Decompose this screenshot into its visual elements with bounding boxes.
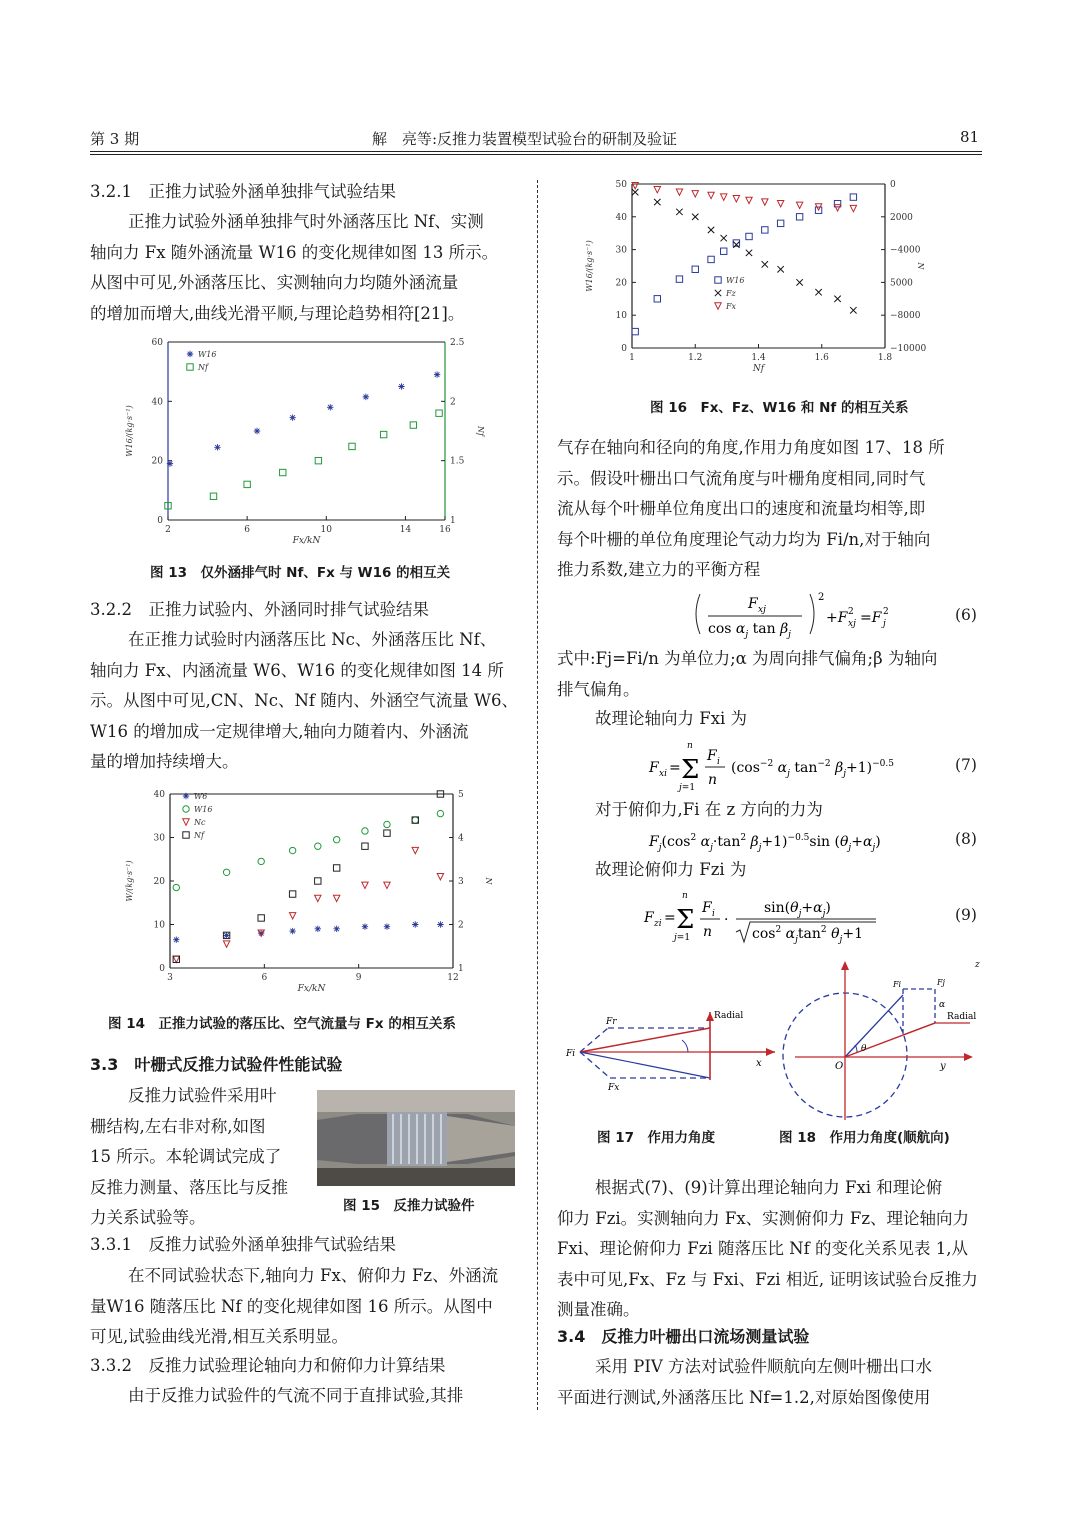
text-line: 可见,试验曲线光滑,相互关系明显。 [90, 1327, 348, 1346]
svg-text:i: i [712, 909, 715, 919]
data-point [398, 383, 404, 389]
text-line: 仰力 Fzi。实测轴向力 Fx、实测俯仰力 Fz、理论轴向力 [557, 1208, 970, 1228]
svg-text:xj: xj [848, 619, 856, 629]
radial-label: Radial [947, 1012, 977, 1022]
data-point [223, 932, 229, 938]
data-point [173, 956, 179, 962]
svg-text:Σ: Σ [681, 755, 700, 785]
series-Fx [632, 182, 857, 211]
figure-13-caption: 图 13 仅外涵排气时 Nf、Fx 与 W16 的相互关 [150, 565, 451, 581]
data-point [632, 328, 638, 334]
data-point [850, 307, 856, 313]
y2-tick-label: 4 [458, 833, 464, 844]
y-tick-label: 30 [615, 245, 627, 256]
svg-text:xj: xj [758, 605, 766, 615]
legend-label: Nc [194, 818, 206, 827]
data-point [244, 481, 250, 487]
figure-18-diagram [775, 955, 985, 1125]
text-line: 流从每个叶栅单位角度出口的速度和流量均相等,即 [557, 499, 926, 518]
data-point [333, 865, 339, 871]
text-line: 测量准确。 [557, 1300, 640, 1319]
y-axis-title: W16/(kg·s⁻¹) [585, 240, 594, 292]
y2-tick-label: 0 [890, 180, 896, 190]
legend-label: W16 [198, 350, 217, 359]
data-point [437, 921, 443, 927]
figure-15-photo [317, 1090, 515, 1186]
legend-marker [183, 806, 189, 812]
series-Nf [173, 791, 444, 963]
y-axis-title: W/(kg·s⁻¹) [125, 860, 134, 902]
section-3-3-2-body [90, 1381, 518, 1412]
section-3-3-heading: 3.3 叶栅式反推力试验件性能试验 [90, 1055, 343, 1074]
legend-label: W6 [194, 792, 208, 801]
svg-text:2: 2 [818, 592, 825, 603]
data-point [654, 199, 660, 205]
y2-tick-label: 5000 [890, 278, 913, 289]
svg-text:2: 2 [848, 607, 854, 617]
text-line: 每个叶栅的单位角度理论气动力均为 Fi/n,对于轴向 [557, 529, 931, 549]
data-point [410, 422, 416, 428]
data-point [437, 873, 443, 879]
data-point [315, 457, 321, 463]
svg-text:cos αj tan βj: $\cos \alpha_j$ $\tan \beta_j$ [708, 621, 791, 640]
series-Nf [165, 410, 442, 509]
y2-axis-title: N [916, 262, 925, 270]
data-point [692, 214, 698, 220]
y-tick-label: 20 [153, 877, 165, 887]
x-tick-label: 9 [355, 973, 362, 983]
x-axis-label: x [756, 1058, 762, 1069]
data-point [362, 923, 368, 929]
data-point [850, 194, 856, 200]
x-axis-title: Fx/kN [297, 984, 326, 994]
data-point [654, 187, 660, 193]
text-line: 表中可见,Fx、Fz 与 Fxi、Fzi 相近, 证明该试验台反推力 [557, 1269, 978, 1289]
text-line: 采用 PIV 方法对试验件顺航向左侧叶栅出口水 [595, 1357, 933, 1376]
y2-tick-label: 2.5 [450, 338, 465, 348]
data-point [721, 248, 727, 254]
legend-label: Fx [726, 302, 737, 311]
equation-6-number: (6) [955, 606, 977, 624]
legend-marker [183, 832, 189, 838]
x-tick-label: 6 [261, 973, 268, 983]
data-point [708, 227, 714, 233]
text-line: 故理论轴向力 Fxi 为 [595, 709, 748, 728]
data-point [167, 460, 173, 466]
equation-7 [645, 738, 905, 794]
legend-marker [183, 819, 189, 825]
svg-text:n: n [703, 924, 713, 940]
legend-marker [187, 364, 193, 370]
svg-text:xi: xi [659, 769, 667, 779]
text-line: 由于反推力试验件的气流不同于直排试验,其排 [128, 1386, 464, 1405]
series-W16 [632, 194, 857, 335]
y-tick-label: 0 [621, 344, 627, 354]
data-point [210, 493, 216, 499]
x-tick-label: 16 [439, 525, 451, 535]
section-3-2-1-heading: 3.2.1 正推力试验外涵单独排气试验结果 [90, 182, 396, 201]
legend-marker [715, 303, 721, 309]
y-tick-label: 30 [153, 833, 165, 844]
x-tick-label: 2 [165, 525, 171, 535]
svg-text:cos2 αjtan2 θj+1: $\cos^2 \alpha_j\tan^2$ $\theta_j+1$ [752, 925, 863, 945]
y-tick-label: 10 [615, 311, 627, 322]
data-point [746, 250, 752, 256]
y-tick-label: 40 [615, 212, 627, 223]
svg-text:n: n [687, 741, 693, 751]
svg-text:n: n [682, 891, 688, 901]
figure-14-chart [120, 784, 493, 999]
data-point [280, 469, 286, 475]
data-point [289, 414, 295, 420]
text-line: 反推力试验件采用叶 [128, 1086, 277, 1105]
text-line: 对于俯仰力,Fi 在 z 方向的力为 [595, 800, 823, 819]
y2-tick-label: 1 [458, 964, 464, 974]
y-tick-label: 0 [159, 964, 165, 974]
section-3-3-body [90, 1081, 312, 1234]
equation-9 [640, 888, 890, 948]
text-line: 从图中可见,外涵落压比、实测轴向力均随外涵流量 [90, 273, 459, 292]
x-tick-label: 12 [447, 973, 459, 983]
text-line: 示。从图中可见,CN、Nc、Nf 随内、外涵空气流量 W6、 [90, 691, 518, 710]
data-point [258, 858, 264, 864]
data-point [708, 192, 714, 198]
x-tick-label: 1.4 [751, 353, 766, 363]
legend-label: W16 [726, 276, 745, 285]
figure-16-caption: 图 16 Fx、Fz、W16 和 Nf 的相互关系 [650, 400, 909, 416]
paragraph-pitch-theory [595, 855, 746, 886]
header-rule-2 [90, 154, 982, 155]
data-point [384, 923, 390, 929]
data-point [676, 276, 682, 282]
y2-tick-label: 1.5 [450, 456, 465, 467]
svg-text:Σ: Σ [676, 905, 695, 935]
legend-label: Nf [198, 363, 208, 372]
text-line: 栅结构,左右非对称,如图 [90, 1116, 266, 1136]
data-point [289, 913, 295, 919]
data-point [214, 444, 220, 450]
y-axis-label: y [940, 1061, 946, 1072]
data-point [733, 196, 739, 202]
svg-text:·: · [724, 912, 729, 928]
y-tick-label: 10 [153, 920, 165, 931]
header-rule [90, 151, 982, 152]
text-line: 式中:Fj=Fi/n 为单位力;α 为周向排气偏角;β 为轴向 [557, 649, 938, 668]
svg-text:2: 2 [883, 607, 889, 617]
column-separator [537, 180, 538, 1410]
page-number: 81 [960, 128, 980, 146]
data-point [289, 847, 295, 853]
svg-text:F: F [649, 760, 659, 776]
series-W6 [173, 921, 444, 943]
data-point [327, 404, 333, 410]
svg-text:F: F [707, 748, 717, 764]
legend-label: Nf [194, 831, 204, 840]
figure-14-caption: 图 14 正推力试验的落压比、空气流量与 Fx 的相互关系 [108, 1016, 456, 1032]
alpha-label: α [939, 1000, 946, 1010]
paragraph-piv [557, 1352, 985, 1413]
data-point [223, 869, 229, 875]
data-point [362, 843, 368, 849]
text-line: 气存在轴向和径向的角度,作用力角度如图 17、18 所 [557, 438, 945, 457]
y2-tick-label: 2 [458, 920, 464, 931]
legend-label: W16 [194, 805, 213, 814]
paragraph-pitch [595, 795, 823, 826]
text-line: 排气偏角。 [557, 679, 640, 699]
series-W16 [173, 810, 444, 890]
data-point [834, 205, 840, 211]
paragraph-force-angle [557, 433, 985, 586]
x-tick-label: 14 [399, 525, 412, 535]
data-point [362, 882, 368, 888]
running-title: 解 亮等:反推力装置模型试验台的研制及验证 [372, 130, 678, 148]
y2-tick-label: −8000 [890, 311, 921, 322]
data-point [384, 882, 390, 888]
y-axis-title: W16/(kg·s⁻¹) [125, 405, 134, 457]
equation-7-number: (7) [955, 756, 977, 774]
text-line: 故理论俯仰力 Fzi 为 [595, 860, 747, 879]
y2-tick-label: 1 [450, 516, 456, 526]
y2-axis-title: N [484, 877, 493, 885]
text-line: 15 所示。本轮调试完成了 [90, 1147, 282, 1166]
y2-tick-label: 5 [458, 790, 464, 800]
data-point [412, 847, 418, 853]
thrust-reverser-image [317, 1090, 515, 1186]
text-line: 示。假设叶栅出口气流角度与叶栅角度相同,同时气 [557, 468, 926, 488]
y2-tick-label: 2000 [890, 212, 913, 223]
y-tick-label: 0 [157, 516, 163, 526]
x-tick-label: 1.2 [688, 353, 703, 363]
data-point [632, 189, 638, 195]
equation-8 [645, 826, 925, 854]
x-axis-title: Nf [752, 364, 765, 374]
section-3-2-2-heading: 3.2.2 正推力试验内、外涵同时排气试验结果 [90, 600, 429, 619]
legend-marker [183, 793, 189, 799]
data-point [434, 371, 440, 377]
data-point [223, 941, 229, 947]
data-point [315, 926, 321, 932]
data-point [333, 926, 339, 932]
x-tick-label: 1.8 [877, 353, 893, 363]
equation-9-number: (9) [955, 906, 977, 924]
paragraph-axial [595, 704, 747, 735]
data-point [708, 256, 714, 262]
text-line: 正推力试验外涵单独排气时外涵落压比 Nf、实测 [128, 212, 484, 231]
data-point [315, 843, 321, 849]
fi-label: Fi [893, 980, 902, 989]
x-tick-label: 3 [167, 973, 173, 983]
z-axis-label: z [975, 960, 980, 970]
paragraph-symbols [557, 644, 985, 705]
svg-text:j: j [883, 619, 886, 629]
data-point [721, 194, 727, 200]
x-tick-label: 1 [629, 353, 635, 363]
data-point [289, 891, 295, 897]
text-line: 的增加而增大,曲线光滑平顺,与理论趋势相符[21]。 [90, 303, 465, 323]
svg-text:j=1: j=1 [679, 783, 696, 793]
y-tick-label: 50 [615, 180, 627, 190]
data-point [815, 289, 821, 295]
fx-label: Fx [608, 1083, 620, 1093]
data-point [692, 191, 698, 197]
section-3-3-1-heading: 3.3.1 反推力试验外涵单独排气试验结果 [90, 1235, 396, 1254]
svg-text:F: F [644, 910, 654, 926]
data-point [762, 199, 768, 205]
text-line: W16 的增加成一定规律增大,轴向力随着内、外涵流 [90, 721, 469, 741]
x-axis-title: Fx/kN [292, 536, 321, 546]
svg-text:n: n [708, 772, 718, 788]
text-line: Fxi、理论俯仰力 Fzi 随落压比 Nf 的变化关系见表 1,从 [557, 1239, 968, 1258]
data-point [315, 895, 321, 901]
data-point [412, 817, 418, 823]
data-point [850, 205, 856, 211]
figure-18-caption: 图 18 作用力角度(顺航向) [779, 1130, 950, 1146]
svg-text:Fj(cos2 αj·tan2 βj+1)−0.5sin (: $F_j(\cos^2$ $\alpha_j\cdot\tan^2$ $\beta_j+1)^{-0.5}\sin$ $(\theta_j+\alpha_j)$ [649, 833, 881, 853]
data-point [384, 830, 390, 836]
radial-label: Radial [714, 1011, 744, 1021]
text-line: 反推力测量、落压比与反推 [90, 1177, 288, 1197]
section-3-3-1-body [90, 1261, 518, 1353]
data-point [173, 937, 179, 943]
text-line: 平面进行测试,外涵落压比 Nf=1.2,对原始图像使用 [557, 1387, 931, 1407]
legend-marker [715, 290, 721, 296]
fj-label: Fj [937, 978, 946, 987]
section-3-2-1-body [90, 207, 518, 329]
text-line: 推力系数,建立力的平衡方程 [557, 560, 761, 579]
data-point [721, 235, 727, 241]
data-point [258, 915, 264, 921]
data-point [676, 189, 682, 195]
text-line: 量的增加持续增大。 [90, 752, 239, 771]
y-tick-label: 40 [151, 397, 163, 408]
data-point [834, 296, 840, 302]
data-point [796, 214, 802, 220]
data-point [289, 928, 295, 934]
data-point [363, 394, 369, 400]
text-line: 量W16 随落压比 Nf 的变化规律如图 16 所示。从图中 [90, 1296, 493, 1316]
data-point [632, 182, 638, 188]
y-tick-label: 20 [151, 456, 163, 467]
y2-axis-title: Nf [476, 426, 485, 436]
svg-text:+F: +F [826, 610, 848, 626]
svg-text:=F: =F [860, 610, 882, 626]
legend-marker [187, 351, 193, 357]
svg-text:=: = [669, 760, 681, 776]
svg-text:zi: zi [654, 919, 662, 929]
data-point [676, 209, 682, 215]
data-point [746, 233, 752, 239]
data-point [254, 428, 260, 434]
figure-16-chart [580, 172, 970, 384]
data-point [654, 296, 660, 302]
data-point [173, 884, 179, 890]
series-W16 [167, 371, 441, 466]
svg-text:j=1: j=1 [674, 933, 691, 943]
y-tick-label: 60 [151, 338, 163, 348]
text-line: 根据式(7)、(9)计算出理论轴向力 Fxi 和理论俯 [595, 1178, 943, 1197]
data-point [362, 828, 368, 834]
fr-label: Fr [606, 1017, 617, 1027]
origin-label: O [835, 1061, 844, 1072]
series-Fz [632, 189, 857, 313]
data-point [437, 810, 443, 816]
data-point [333, 836, 339, 842]
data-point [796, 279, 802, 285]
theta-label: θ [861, 1044, 867, 1054]
figure-13-chart [120, 332, 490, 552]
data-point [384, 821, 390, 827]
figure-17-diagram [560, 1000, 775, 1100]
svg-text:i: i [717, 757, 720, 767]
y2-tick-label: −10000 [890, 344, 927, 354]
data-point [380, 431, 386, 437]
section-3-3-2-heading: 3.3.2 反推力试验理论轴向力和俯仰力计算结果 [90, 1356, 446, 1375]
x-tick-label: 10 [320, 525, 333, 535]
x-tick-label: 6 [244, 525, 251, 535]
series-Nc [173, 847, 444, 962]
y-tick-label: 20 [615, 278, 627, 289]
section-3-2-2-body [90, 625, 518, 778]
paragraph-results [557, 1173, 985, 1326]
data-point [777, 266, 783, 272]
data-point [692, 266, 698, 272]
x-tick-label: 1.6 [814, 353, 829, 363]
data-point [333, 895, 339, 901]
svg-text:(cos−2 αj tan−2 βj+1)−0.5: ($\cos^{-2}$ $\alpha_j$ $\tan^{-2} \beta_j+1)^{-0.5}$ [731, 759, 894, 779]
issue-number: 第 3 期 [90, 130, 140, 148]
svg-text:sin(θj+αj): $\sin(\theta_j+\alpha_j)$ [764, 900, 831, 919]
data-point [436, 410, 442, 416]
data-point [412, 921, 418, 927]
fi-label: Fi [566, 1049, 576, 1059]
section-3-4-heading: 3.4 反推力叶栅出口流场测量试验 [557, 1327, 810, 1346]
y2-tick-label: 2 [450, 397, 456, 408]
data-point [762, 227, 768, 233]
data-point [777, 220, 783, 226]
y2-tick-label: 3 [458, 877, 464, 887]
data-point [777, 200, 783, 206]
y-tick-label: 40 [153, 790, 165, 800]
data-point [349, 443, 355, 449]
figure-15-caption: 图 15 反推力试验件 [343, 1198, 475, 1214]
text-line: 力关系试验等。 [90, 1208, 206, 1227]
y2-tick-label: −4000 [890, 245, 921, 256]
svg-text:=: = [664, 910, 676, 926]
legend-label: Fz [726, 289, 736, 298]
equation-6 [690, 588, 900, 642]
figure-17-caption: 图 17 作用力角度 [597, 1130, 715, 1146]
data-point [762, 261, 768, 267]
legend-marker [715, 277, 721, 283]
svg-text:F: F [702, 900, 712, 916]
equation-8-number: (8) [955, 830, 977, 848]
text-line: 轴向力 Fx 随外涵流量 W16 的变化规律如图 13 所示。 [90, 242, 499, 262]
svg-text:F: F [748, 596, 758, 612]
data-point [796, 202, 802, 208]
data-point [315, 878, 321, 884]
data-point [733, 241, 739, 247]
text-line: 轴向力 Fx、内涵流量 W6、W16 的变化规律如图 14 所 [90, 660, 504, 680]
text-line: 在不同试验状态下,轴向力 Fx、俯仰力 Fz、外涵流 [128, 1266, 499, 1285]
text-line: 在正推力试验时内涵落压比 Nc、外涵落压比 Nf、 [128, 630, 497, 649]
data-point [746, 197, 752, 203]
